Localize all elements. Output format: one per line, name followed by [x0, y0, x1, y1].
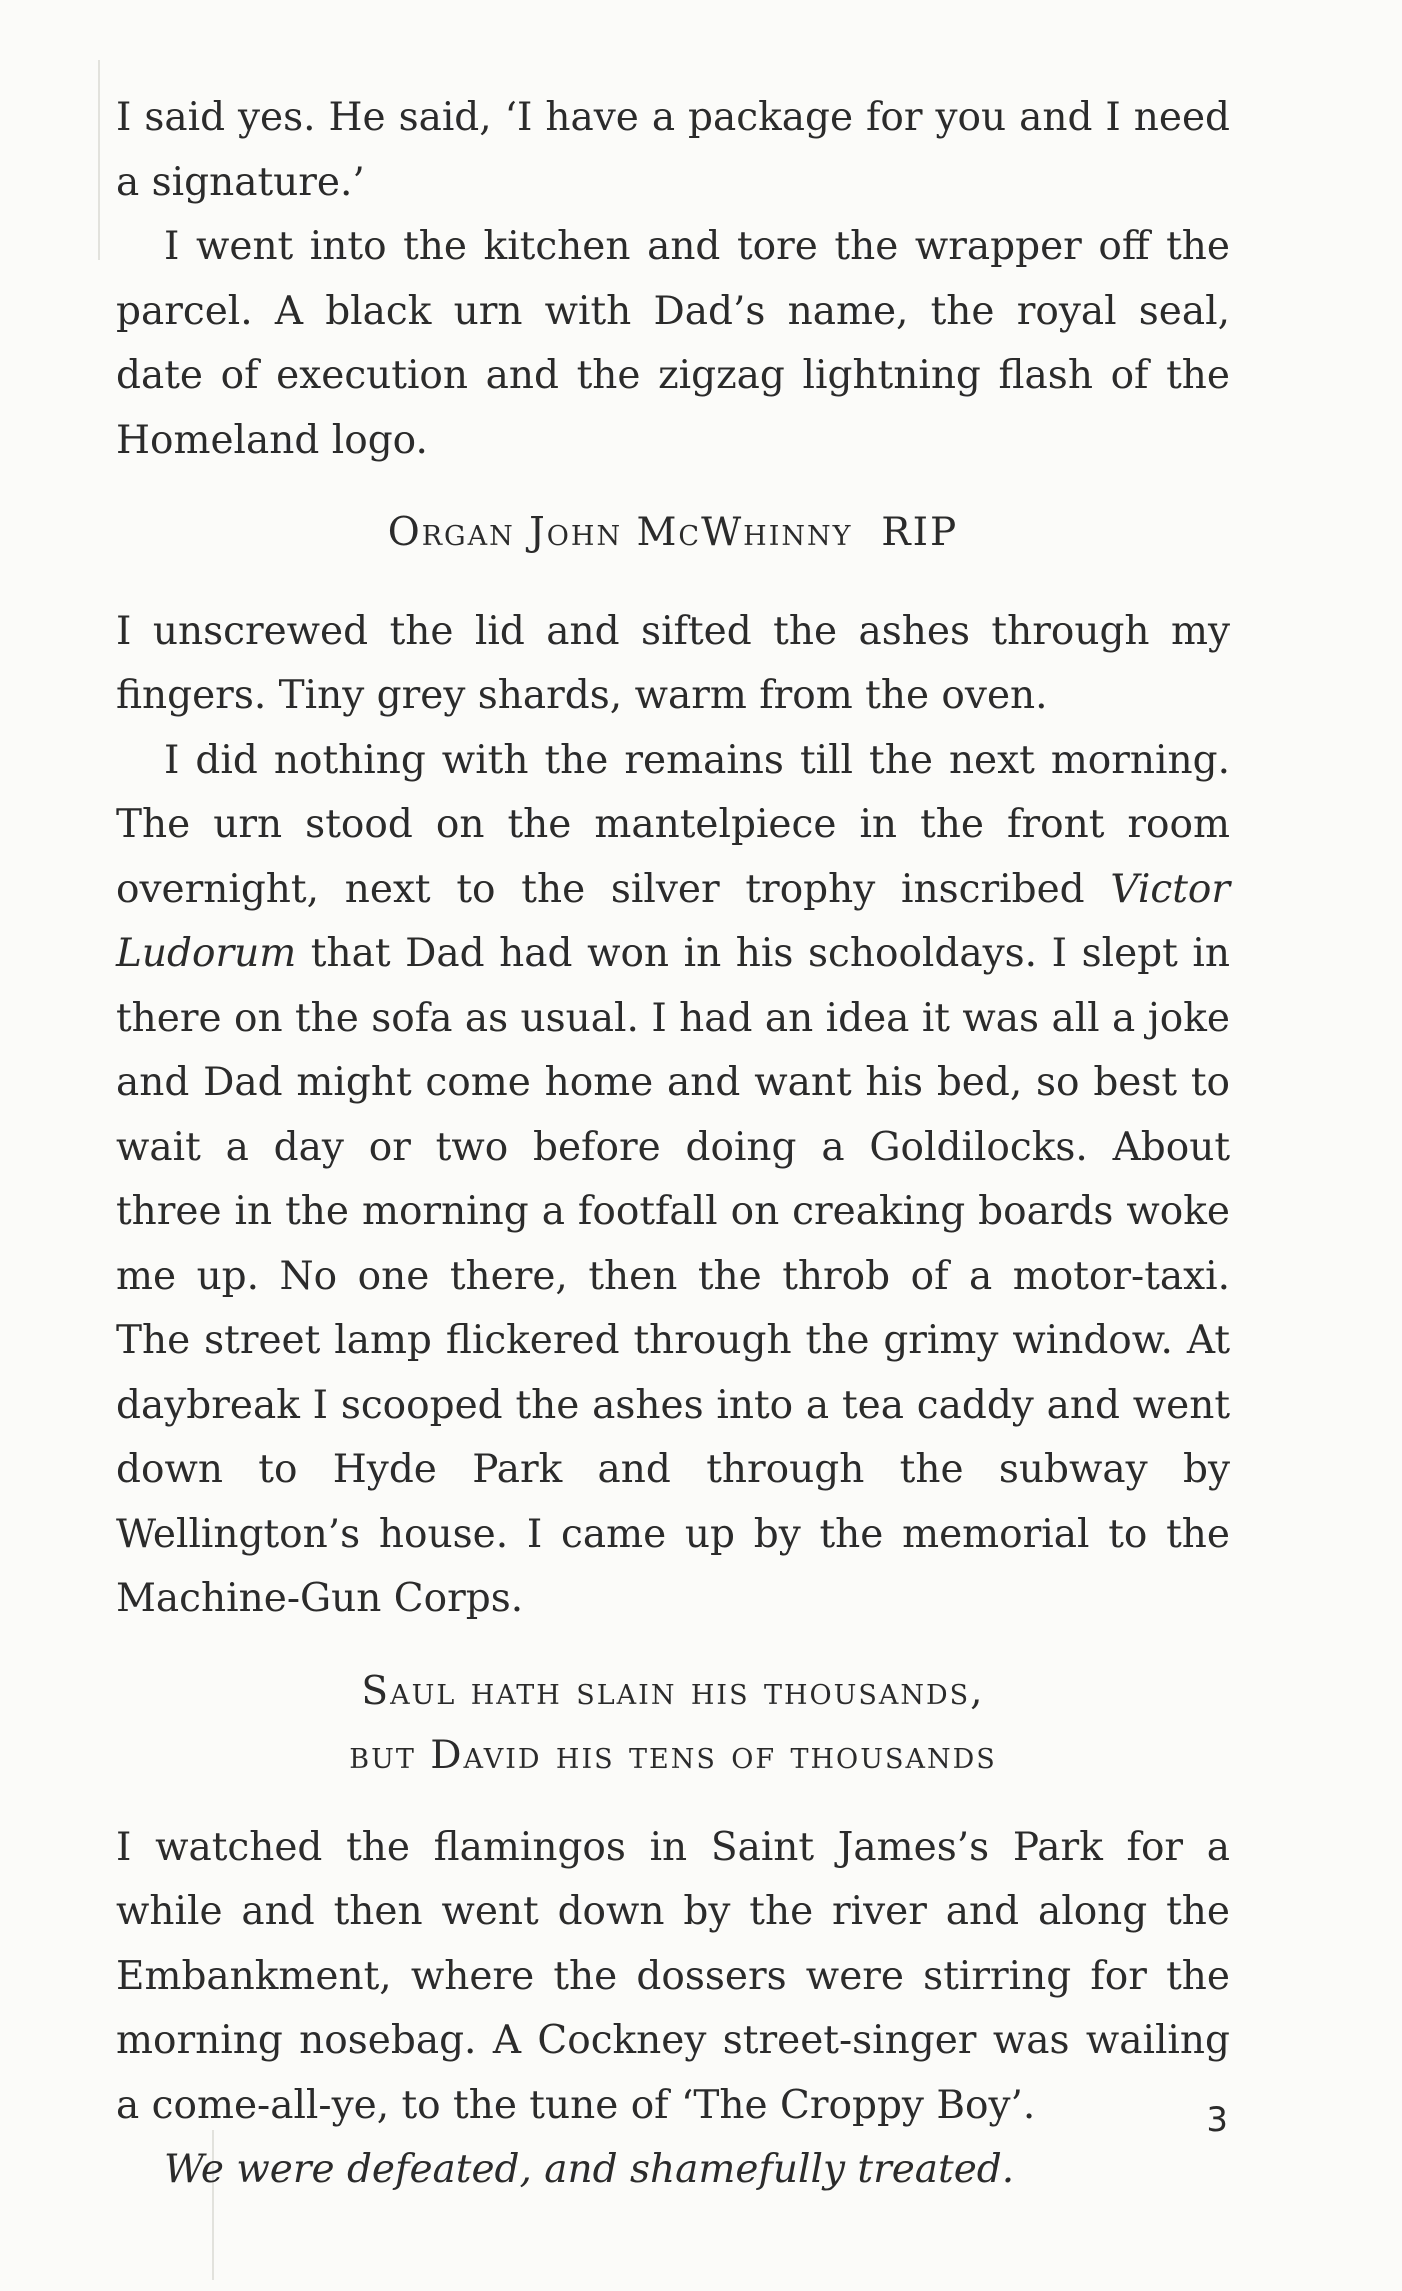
paragraph-2: I went into the kitchen and tore the wrapper off the parcel. A black urn with Dad’s name, the royal seal, date of execution and the zigzag lightning flash of the Homeland logo. [116, 224, 1230, 463]
urn-epitaph [116, 501, 1230, 566]
paragraph-1: I said yes. He said, ‘I have a package for you and I need a signature.’ [116, 95, 1230, 205]
page-number: 3 [1206, 2100, 1228, 2140]
inscription-line-2: but David his tens of thousands [349, 1732, 997, 1778]
paragraph-4-end: that Dad had won in his schooldays. I slept in there on the sofa as usual. I had an idea it was all a joke and Dad might come home and want his bed, so best to wait a day or two before doing a Goldilocks. About three in the morning a footfall on creaking boards woke me up. No one there, then the throb of a motor-taxi. The street lamp flickered through the grimy window. At daybreak I scooped the ashes into a tea caddy and went down to Hyde Park and through the subway by Wellington’s house. I came up by the memorial to the Machine-Gun Corps. [116, 931, 1230, 1621]
paragraph-5: I watched the flamingos in Saint James’s Park for a while and then went down by the river and along the Embankment, where the dossers were stirring for the morning nosebag. A Cockney street-singer was wailing a come-all-ye, to the tune of ‘The Croppy Boy’. [116, 1824, 1230, 2128]
inscription-line-1: Saul hath slain his thousands, [361, 1668, 985, 1714]
epitaph-line-1: Organ John McWhinny RIP [387, 510, 959, 555]
memorial-inscription [116, 1660, 1230, 1788]
scan-line-left [98, 60, 100, 260]
trophy-inscription: Victor Ludorum [116, 866, 1230, 976]
song-lyric: We were defeated, and shamefully treated. [164, 2147, 1015, 2192]
paragraph-4 [116, 729, 1230, 1632]
body-text [116, 86, 1230, 2203]
paragraph-3: I unscrewed the lid and sifted the ashes through my fingers. Tiny grey shards, warm from the oven. [116, 608, 1230, 718]
paragraph-4-start: I did nothing with the remains till the next morning. The urn stood on the mantelpiece in the front room overnight, next to the silver trophy inscribed [116, 737, 1230, 912]
